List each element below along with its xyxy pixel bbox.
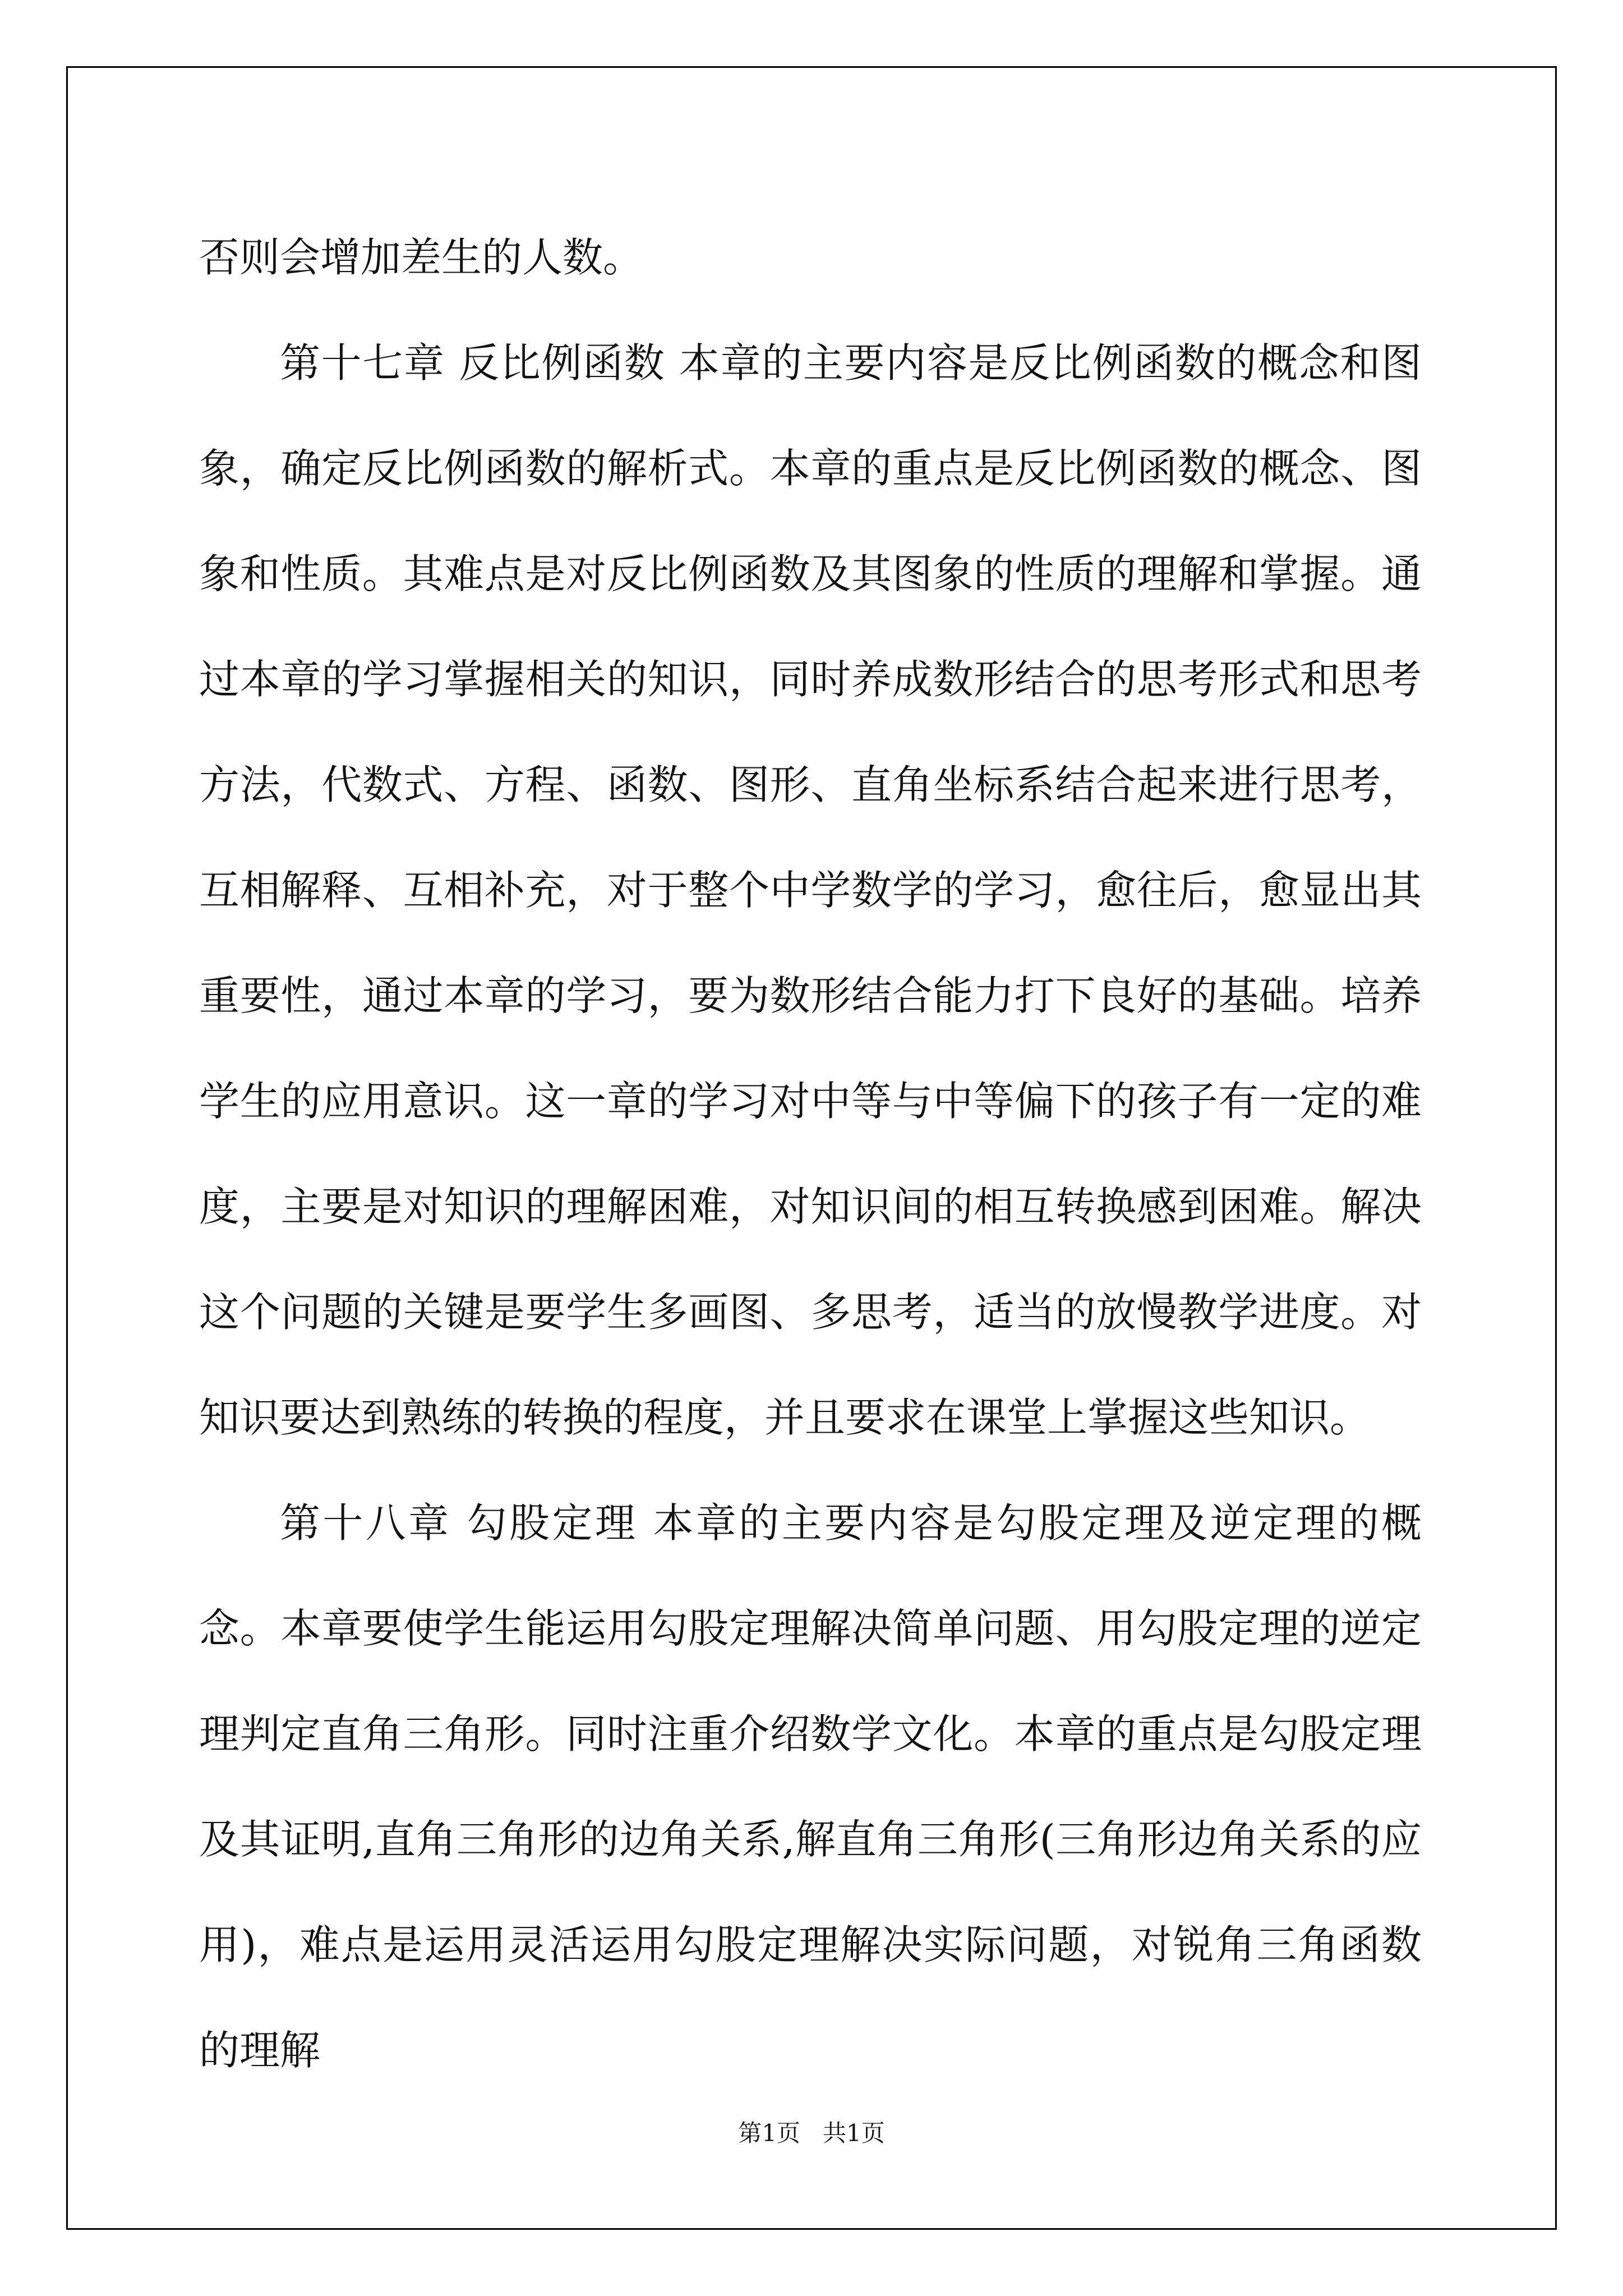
paragraph-intro: 否则会增加差生的人数。	[199, 234, 644, 281]
page-footer: 第1页 共1页	[738, 2119, 885, 2147]
paragraph-chapter-18: 第十八章 勾股定理 本章的主要内容是勾股定理及逆定理的概念。本章要使学生能运用勾股定理解决简单问题、用勾股定理的逆定理判定直角三角形。同时注重介绍数学文化。本章的重点是勾股定理及其证明,直角三角形的边角关系,解直角三角形(三角形边角关系的应用)，难点是运用灵活运用勾股定理解决实际问题，对锐角三角函数的理解	[199, 1499, 1422, 2074]
paragraph-chapter-17: 第十七章 反比例函数 本章的主要内容是反比例函数的概念和图象，确定反比例函数的解析式。本章的重点是反比例函数的概念、图象和性质。其难点是对反比例函数及其图象的性质的理解和掌握。通过本章的学习掌握相关的知识，同时养成数形结合的思考形式和思考方法，代数式、方程、函数、图形、直角坐标系结合起来进行思考，互相解释、互相补充，对于整个中学数学的学习，愈往后，愈显出其重要性，通过本章的学习，要为数形结合能力打下良好的基础。培养学生的应用意识。这一章的学习对中等与中等偏下的孩子有一定的难度，主要是对知识的理解困难，对知识间的相互转换感到困难。解决这个问题的关键是要学生多画图、多思考，适当的放慢教学进度。对知识要达到熟练的转换的程度，并且要求在课堂上掌握这些知识。	[199, 339, 1422, 1441]
document-body	[199, 205, 1422, 2103]
